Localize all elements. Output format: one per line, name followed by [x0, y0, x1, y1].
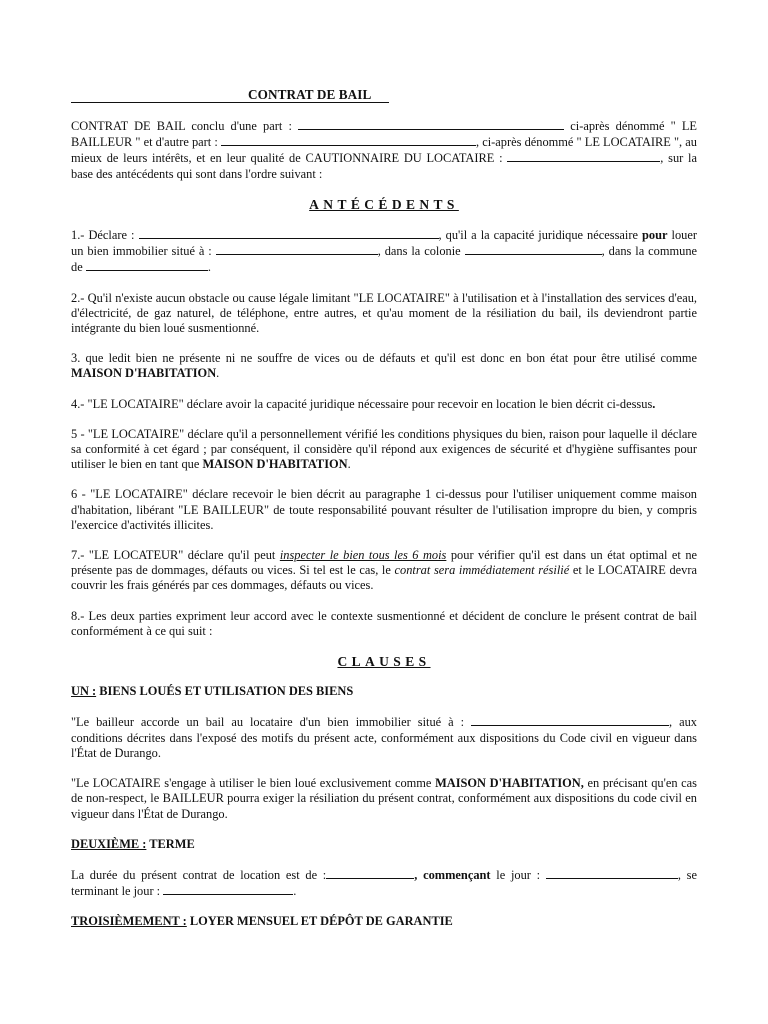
p7-termination-clause: contrat sera immédiatement résilié — [394, 563, 570, 578]
clause2-bold-starting: , commençant — [414, 867, 491, 882]
clause-1-paragraph-1 — [71, 714, 697, 761]
antecedent-3 — [71, 351, 697, 381]
clause1-p2-text-a: "Le LOCATAIRE s'engage à utiliser le bien loué exclusivement comme — [71, 776, 432, 791]
p5-text-a: 5 - "LE LOCATAIRE" déclare qu'il a personnellement vérifié les conditions physiques du bien, raison pour laquelle il déclare sa conformité à cet égard ; par conséquent, il considère qu'il répond aux exigences de sécurité et d'hygiène suffisantes pour utiliser le bien en tant que — [71, 426, 697, 472]
start-date-blank[interactable] — [546, 867, 678, 879]
p7-text-c: et le LOCATAIRE devra couvrir les frais générés par ces dommages, défauts ou vices. — [71, 563, 697, 593]
clause-2-heading: TERME — [149, 836, 195, 851]
p5-bold: MAISON D'HABITATION — [202, 457, 348, 472]
antecedent-5 — [71, 427, 697, 473]
property-location-blank[interactable] — [216, 243, 378, 255]
antecedent-4 — [71, 397, 697, 412]
clause-1-label: UN : — [71, 684, 97, 699]
clause-3-heading: LOYER MENSUEL ET DÉPÔT DE GARANTIE — [189, 914, 453, 929]
clause1-p2-text-b: en précisant qu'en cas de non-respect, le BAILLEUR pourra exiger la résiliation du présent contrat, conformément aux dispositions du code civil en vigueur dans l'État de Durango. — [71, 776, 697, 821]
antecedent-7 — [71, 548, 697, 594]
contract-title: CONTRAT DE BAIL — [248, 87, 372, 102]
clause-2-title — [71, 837, 697, 852]
clauses-heading: CLAUSES — [337, 654, 431, 670]
intro-paragraph — [71, 118, 697, 182]
clause-1-heading: BIENS LOUÉS ET UTILISATION DES BIENS — [99, 684, 354, 699]
colony-blank[interactable] — [465, 243, 602, 255]
declarant-blank[interactable] — [139, 227, 439, 239]
p4-bold-period: . — [652, 396, 656, 411]
p1-bold-pour: pour — [642, 228, 668, 243]
intro-text-c: , ci-après dénommé " LE LOCATAIRE ", au mieux de leurs intérêts, et en leur qualité de CAUTIONNAIRE DU LOCATAIRE : — [71, 135, 697, 166]
intro-text-d: , sur la base des antécédents qui sont dans l'ordre suivant : — [71, 151, 697, 181]
title-line — [71, 84, 697, 106]
p4-text: 4.- "LE LOCATAIRE" déclare avoir la capacité juridique nécessaire pour recevoir en location le bien décrit ci-dessus — [71, 396, 653, 411]
p1-text-d: , dans la colonie — [377, 244, 461, 259]
p3-text-a: 3. que ledit bien ne présente ni ne souffre de vices ou de défauts et qu'il est donc en bon état pour être utilisé comme — [71, 351, 697, 366]
p7-inspection-clause: inspecter le bien tous les 6 mois — [279, 548, 447, 563]
antecedent-1 — [71, 227, 697, 276]
tenant-name-blank[interactable] — [221, 134, 476, 146]
clause1-p1-text-a: "Le bailleur accorde un bail au locataire d'un bien immobilier situé à : — [71, 715, 465, 730]
lessor-name-blank[interactable] — [298, 118, 564, 130]
clause2-text-a: La durée du présent contrat de location est de : — [71, 867, 327, 882]
clause-3-label: TROISIÈMEMENT : — [71, 914, 187, 929]
antecedent-8: 8.- Les deux parties expriment leur accord avec le contexte susmentionné et décident de conclure le présent contrat de bail conformément à ce qui suit : — [71, 608, 697, 638]
p1-text-e: , dans la commune de — [71, 244, 698, 275]
intro-text-a: CONTRAT DE BAIL conclu d'une part : — [71, 119, 292, 133]
p1-text-b: , qu'il a la capacité juridique nécessaire — [438, 228, 638, 243]
duration-blank[interactable] — [326, 867, 414, 879]
p7-text-b: pour vérifier qu'il est dans un état optimal et ne présente pas de dommages, défauts ou vices. Si tel est le cas, le — [71, 548, 698, 578]
clause-3-title — [71, 914, 697, 929]
p7-text-a: 7.- "LE LOCATEUR" déclare qu'il peut — [71, 548, 276, 563]
clause2-text-b: le jour : — [496, 867, 541, 882]
clause-1-paragraph-2 — [71, 776, 697, 822]
p3-text-b: . — [216, 366, 220, 381]
clause1-location-blank[interactable] — [471, 714, 669, 726]
p1-text-a: 1.- Déclare : — [71, 228, 135, 243]
clause2-text-c: , se terminant le jour : — [71, 867, 697, 899]
contract-page — [71, 84, 697, 945]
p3-bold: MAISON D'HABITATION — [71, 366, 217, 381]
antecedents-heading: ANTÉCÉDENTS — [309, 196, 459, 212]
clause1-p1-text-b: , aux conditions décrites dans l'exposé des motifs du présent acte, conformément aux dispositions du Code civil en vigueur dans l'État de Durango. — [71, 715, 697, 760]
clause2-text-d: . — [293, 884, 297, 899]
end-date-blank[interactable] — [163, 883, 293, 895]
p1-text-c: louer un bien immobilier situé à : — [71, 228, 698, 259]
clause1-p2-bold: MAISON D'HABITATION, — [435, 776, 584, 791]
clause-2-paragraph — [71, 867, 697, 899]
antecedent-6: 6 - "LE LOCATAIRE" déclare recevoir le bien décrit au paragraphe 1 ci-dessus pour l'utiliser uniquement comme maison d'habitation, libérant "LE BAILLEUR" de toute responsabilité pouvant résulter de l'utilisation impropre du bien, y compris l'exercice d'activités illicites. — [71, 487, 697, 532]
guarantor-name-blank[interactable] — [507, 150, 660, 162]
clause-2-label: DEUXIÈME : — [71, 836, 147, 851]
municipality-blank[interactable] — [86, 259, 208, 271]
clause-1-title — [71, 684, 697, 699]
intro-text-b: ci-après dénommé " LE BAILLEUR " et d'autre part : — [71, 119, 698, 150]
antecedent-2: 2.- Qu'il n'existe aucun obstacle ou cause légale limitant "LE LOCATAIRE" à l'utilisation et à l'installation des services d'eau, d'électricité, de gaz naturel, de téléphone, entre autres, et qu'au moment de la résiliation du bail, ils deviendront partie intégrante du bien loué susmentionné. — [71, 290, 697, 336]
p5-text-b: . — [347, 457, 351, 472]
p1-text-f: . — [207, 260, 211, 275]
